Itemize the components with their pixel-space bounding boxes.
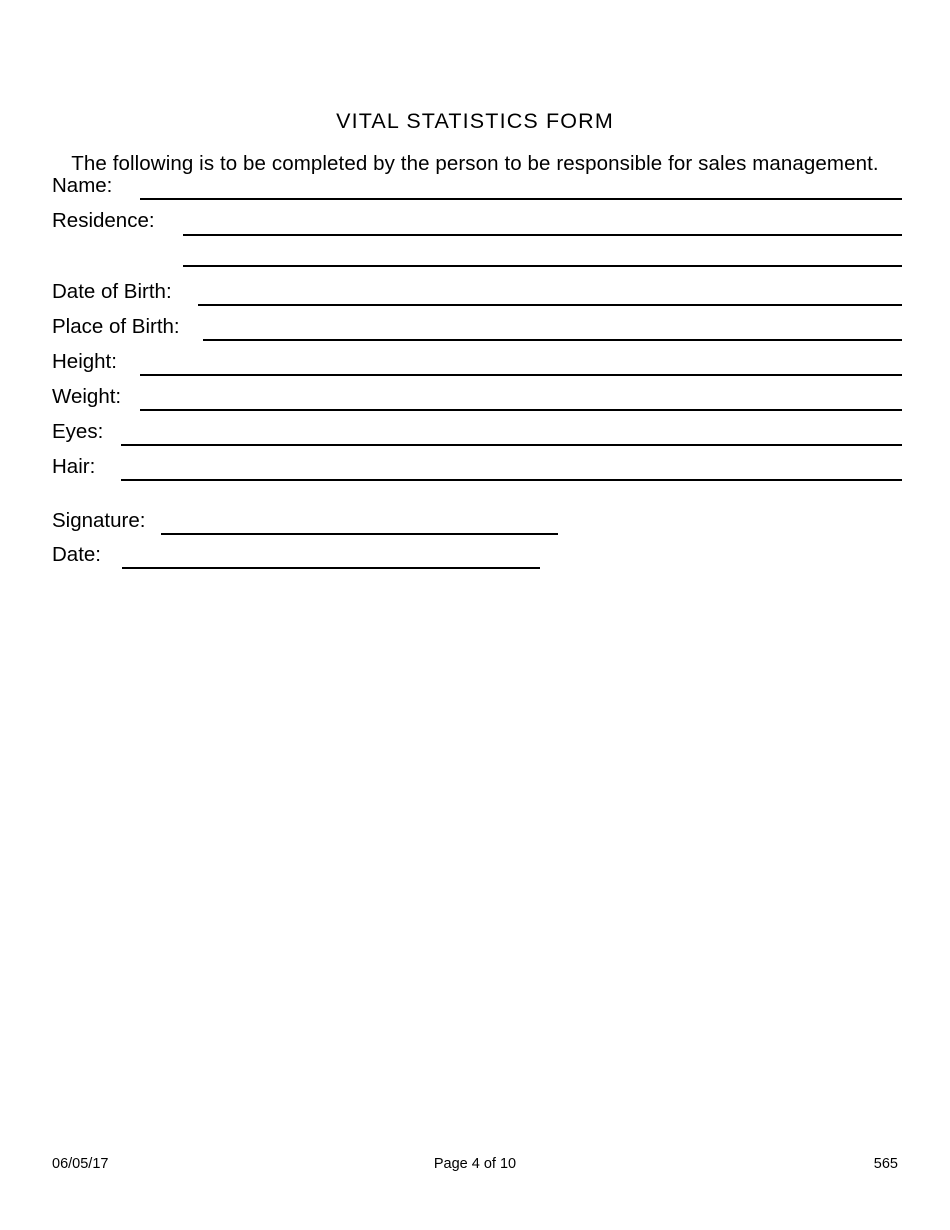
form-field-row xyxy=(52,279,950,307)
form-field-label: Weight: xyxy=(52,385,122,408)
page-footer xyxy=(52,1153,898,1175)
form-field-write-line[interactable] xyxy=(122,567,540,569)
form-field-write-line[interactable] xyxy=(140,198,902,200)
form-field-label: Residence: xyxy=(52,209,155,232)
form-field-row xyxy=(52,314,950,342)
form-field-row xyxy=(52,349,950,377)
footer-document-number: 565 xyxy=(873,1156,898,1172)
form-field-row xyxy=(52,542,950,570)
form-field-write-line[interactable] xyxy=(183,265,902,267)
form-field-write-line[interactable] xyxy=(121,444,902,446)
form-field-row xyxy=(52,384,950,412)
form-field-label: Date of Birth: xyxy=(52,280,172,303)
form-field-write-line[interactable] xyxy=(203,339,902,341)
form-field-write-line[interactable] xyxy=(161,533,558,535)
form-field-write-line[interactable] xyxy=(198,304,902,306)
form-field-write-line[interactable] xyxy=(140,409,902,411)
form-field-write-line[interactable] xyxy=(183,234,902,236)
form-field-label: Date: xyxy=(52,543,101,566)
page-title: VITAL STATISTICS FORM xyxy=(336,109,614,134)
footer-page-number: Page 4 of 10 xyxy=(433,1156,517,1172)
form-field-label: Signature: xyxy=(52,509,146,532)
form-field-label: Name: xyxy=(52,174,113,197)
form-field-label: Hair: xyxy=(52,455,96,478)
form-field-row xyxy=(52,208,950,236)
form-field-row xyxy=(52,173,950,201)
page-subtitle: The following is to be completed by the person to be responsible for sales management. xyxy=(71,151,879,175)
form-field-write-line[interactable] xyxy=(121,479,902,481)
form-field-label: Place of Birth: xyxy=(52,315,180,338)
form-field-row xyxy=(52,454,950,482)
form-field-write-line[interactable] xyxy=(140,374,902,376)
form-field-row xyxy=(52,419,950,447)
form-field-row xyxy=(52,508,950,536)
form-field-label: Eyes: xyxy=(52,420,104,443)
footer-date: 06/05/17 xyxy=(52,1156,109,1172)
form-field-label: Height: xyxy=(52,350,117,373)
